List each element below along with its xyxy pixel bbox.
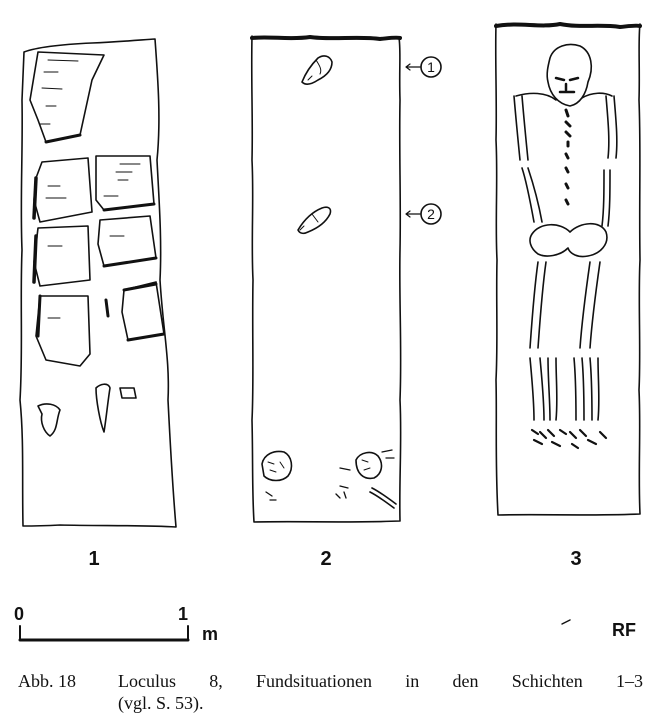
panel-2-surface: [252, 37, 400, 39]
stone-slab-edge: [38, 296, 40, 336]
stone-slab-shading: [46, 186, 66, 198]
scale-bar-start-label: 0: [14, 604, 25, 624]
stone-slab-edge: [104, 204, 154, 210]
bone-fragment: [266, 450, 394, 500]
stone-slab: [34, 158, 92, 222]
stone-slab: [36, 296, 90, 366]
panel-number-3: 3: [570, 548, 582, 570]
stone-slab-edge: [34, 178, 36, 218]
skull-detail: [268, 462, 284, 472]
find-marker-1-number: 1: [427, 59, 435, 75]
skeleton-right-leg: [574, 262, 600, 420]
panel-2-drawing: [252, 36, 441, 522]
caption-text-line-1: Loculus 8, Fundsituationen in den Schichten 1–3: [118, 671, 643, 691]
skeleton-spine: [566, 110, 570, 204]
skeleton-left-leg: [530, 262, 557, 420]
skeleton-left-arm: [514, 96, 542, 222]
find-marker-2-number: 2: [427, 206, 435, 222]
stone-slab: [34, 226, 90, 286]
find-2-vessel: [298, 207, 331, 233]
scale-bar-ticks: [20, 626, 188, 640]
stone-fragment: [38, 404, 60, 436]
draftsman-initials: RF: [612, 620, 636, 640]
caption-label: Abb. 18: [18, 671, 76, 691]
stone-fragment: [120, 388, 136, 398]
scale-bar-end-label: 1: [178, 604, 189, 624]
stone-slab-edge: [104, 258, 156, 266]
skull: [356, 453, 381, 479]
find-marker-2-arrow: [406, 211, 420, 217]
stone-slab-shading: [104, 164, 140, 196]
find-1-vessel: [302, 56, 332, 84]
skeleton-skull-detail: [556, 78, 578, 92]
skeleton-feet: [532, 430, 606, 448]
stone-fragment: [96, 384, 110, 432]
skeleton-right-arm: [602, 96, 617, 226]
stone-slab-edge: [34, 236, 36, 282]
scale-bar-unit: m: [202, 624, 219, 644]
skeleton-pelvis: [530, 224, 607, 257]
panel-1-drawing: [20, 39, 176, 527]
panel-3-outline: [496, 24, 640, 515]
stray-mark: [562, 620, 570, 624]
panel-2-outline: [252, 36, 401, 522]
skull: [262, 452, 291, 481]
panel-number-1: 1: [88, 548, 100, 570]
skeleton-clavicles: [516, 93, 612, 100]
stone-slab: [30, 52, 104, 142]
find-marker-1-arrow: [406, 64, 420, 70]
skull-detail: [362, 460, 370, 470]
stone-fragment: [106, 300, 108, 316]
panel-3-drawing: [496, 24, 640, 515]
panel-3-surface: [496, 24, 640, 27]
panel-number-2: 2: [320, 548, 332, 570]
caption-text-line-2: (vgl. S. 53).: [118, 693, 204, 713]
bone-fragment: [370, 488, 396, 508]
scale-bar: [20, 626, 188, 640]
